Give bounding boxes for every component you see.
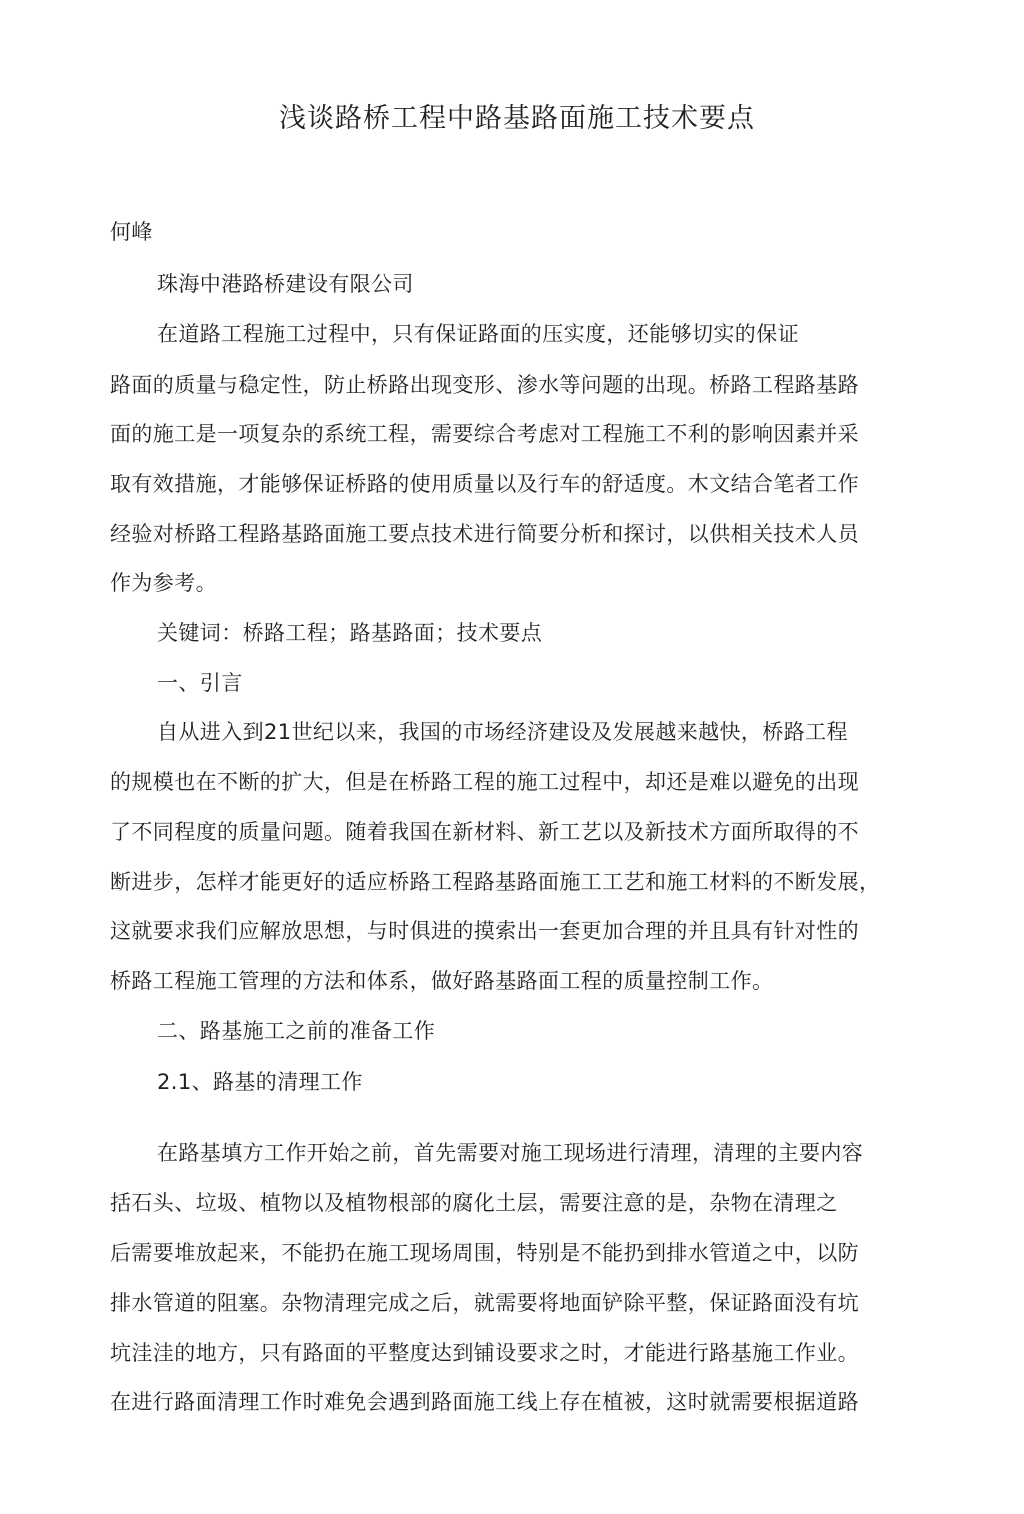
paragraph-line: 在道路工程施工过程中，只有保证路面的压实度，还能够切实的保证: [157, 322, 799, 346]
paragraph-line: 经验对桥路工程路基路面施工要点技术进行简要分析和探讨，以供相关技术人员: [110, 522, 859, 546]
section-heading-preparation: 二、路基施工之前的准备工作: [157, 1019, 436, 1043]
author-affiliation: 珠海中港路桥建设有限公司: [157, 272, 414, 296]
paragraph-line: 在进行路面清理工作时难免会遇到路面施工线上存在植被，这时就需要根据道路: [110, 1390, 859, 1414]
paragraph-line: 路面的质量与稳定性，防止桥路出现变形、渗水等问题的出现。桥路工程路基路: [110, 373, 859, 397]
paragraph-line: 坑洼洼的地方，只有路面的平整度达到铺设要求之时，才能进行路基施工作业。: [110, 1341, 859, 1365]
keywords-line: 关键词：桥路工程；路基路面；技术要点: [157, 621, 543, 645]
paragraph-line: 桥路工程施工管理的方法和体系，做好路基路面工程的质量控制工作。: [110, 969, 774, 993]
paragraph-line: 括石头、垃圾、植物以及植物根部的腐化土层，需要注意的是，杂物在清理之: [110, 1191, 838, 1215]
paragraph-line: 排水管道的阻塞。杂物清理完成之后，就需要将地面铲除平整，保证路面没有坑: [110, 1291, 859, 1315]
paragraph-line: 在路基填方工作开始之前，首先需要对施工现场进行清理，清理的主要内容: [157, 1141, 864, 1165]
paragraph-line: 面的施工是一项复杂的系统工程，需要综合考虑对工程施工不利的影响因素并采: [110, 422, 859, 446]
paragraph-line: 后需要堆放起来，不能扔在施工现场周围，特别是不能扔到排水管道之中，以防: [110, 1241, 859, 1265]
paragraph-line: 取有效措施，才能够保证桥路的使用质量以及行车的舒适度。木文结合笔者工作: [110, 472, 859, 496]
section-heading-introduction: 一、引言: [157, 671, 243, 695]
subsection-heading-cleanup: 2.1、路基的清理工作: [157, 1070, 363, 1094]
paragraph-line: 断进步，怎样才能更好的适应桥路工程路基路面施工工艺和施工材料的不断发展，: [110, 870, 881, 894]
paragraph-line: 这就要求我们应解放思想，与时俱进的摸索出一套更加合理的并且具有针对性的: [110, 919, 859, 943]
document-title: 浅谈路桥工程中路基路面施工技术要点: [279, 103, 755, 134]
paragraph-line: 自从进入到21世纪以来，我国的市场经济建设及发展越来越快，桥路工程: [157, 720, 848, 744]
paragraph-line: 作为参考。: [110, 571, 217, 595]
paragraph-line: 了不同程度的质量问题。随着我国在新材料、新工艺以及新技术方面所取得的不: [110, 820, 859, 844]
paragraph-line: 的规模也在不断的扩大，但是在桥路工程的施工过程中，却还是难以避免的出现: [110, 770, 859, 794]
author-name: 何峰: [110, 220, 153, 244]
